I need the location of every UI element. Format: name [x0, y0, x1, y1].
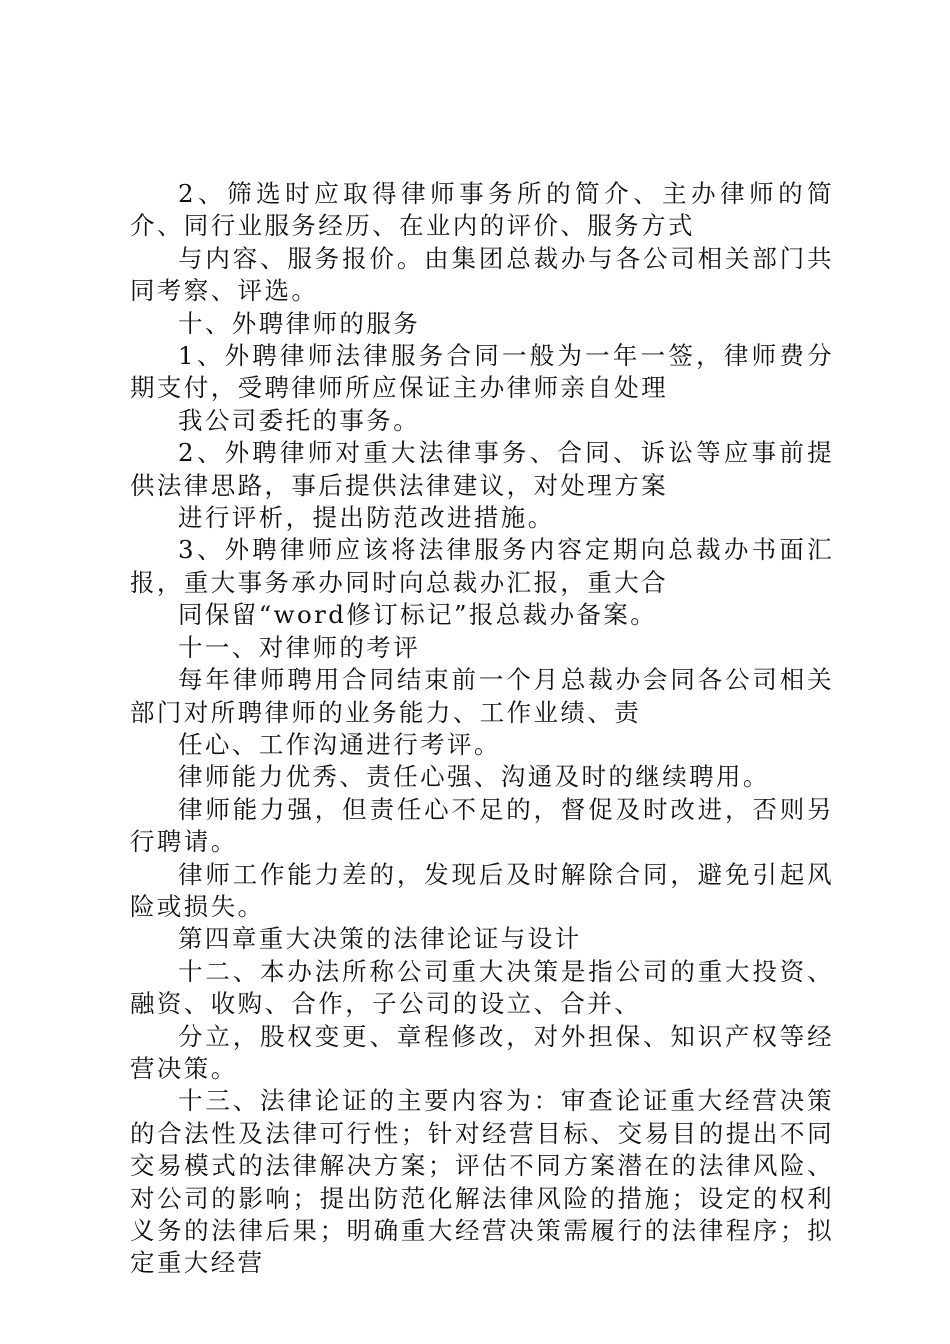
- paragraph-major-decisions-definition: 十二、本办法所称公司重大决策是指公司的重大投资、融资、收购、合作，子公司的设立、合并、: [130, 956, 834, 1019]
- paragraph-screening-requirements: 2、筛选时应取得律师事务所的简介、主办律师的简介、同行业服务经历、在业内的评价、服务方式: [130, 179, 834, 241]
- paragraph-continue-hiring: 律师能力优秀、责任心强、沟通及时的继续聘用。: [178, 762, 770, 792]
- paragraph-revision-marks: 同保留“word修订标记”报总裁办备案。: [178, 600, 658, 630]
- section-heading-outside-counsel-service: 十、外聘律师的服务: [178, 308, 421, 338]
- section-heading-lawyer-evaluation: 十一、对律师的考评: [178, 632, 421, 662]
- paragraph-legal-argumentation: 十三、法律论证的主要内容为：审查论证重大经营决策的合法性及法律可行性；针对经营目标、交易目的提出不同交易模式的法律解决方案；评估不同方案潜在的法律风险、对公司的影响；提出防范化解法律风险的措施；设定的权利义务的法律后果；明确重大经营决策需履行的法律程序；拟定重大经营: [130, 1086, 834, 1278]
- paragraph-improvement-measures: 进行评析，提出防范改进措施。: [178, 503, 555, 533]
- paragraph-service-contract: 1、外聘律师法律服务合同一般为一年一签，律师费分期支付，受聘律师所应保证主办律师亲自处理: [130, 341, 834, 403]
- paragraph-annual-evaluation: 每年律师聘用合同结束前一个月总裁办会同各公司相关部门对所聘律师的业务能力、工作业绩、责: [130, 665, 834, 727]
- paragraph-reporting: 3、外聘律师应该将法律服务内容定期向总裁办书面汇报，重大事务承办同时向总裁办汇报，重大合: [130, 535, 834, 597]
- paragraph-supervise-improvement: 律师能力强，但责任心不足的，督促及时改进，否则另行聘请。: [130, 794, 834, 857]
- paragraph-business-decisions: 分立，股权变更、章程修改，对外担保、知识产权等经营决策。: [130, 1021, 834, 1083]
- paragraph-terminate-contract: 律师工作能力差的，发现后及时解除合同，避免引起风险或损失。: [130, 859, 834, 921]
- chapter-heading-major-decisions: 第四章重大决策的法律论证与设计: [178, 924, 582, 954]
- paragraph-entrusted-matters: 我公司委托的事务。: [178, 405, 421, 435]
- document-body: [130, 178, 834, 1280]
- paragraph-evaluation-criteria: 任心、工作沟通进行考评。: [178, 729, 501, 759]
- paragraph-screening-content: 与内容、服务报价。由集团总裁办与各公司相关部门共同考察、评选。: [130, 243, 834, 306]
- paragraph-legal-advice: 2、外聘律师对重大法律事务、合同、诉讼等应事前提供法律思路，事后提供法律建议，对处理方案: [130, 438, 834, 500]
